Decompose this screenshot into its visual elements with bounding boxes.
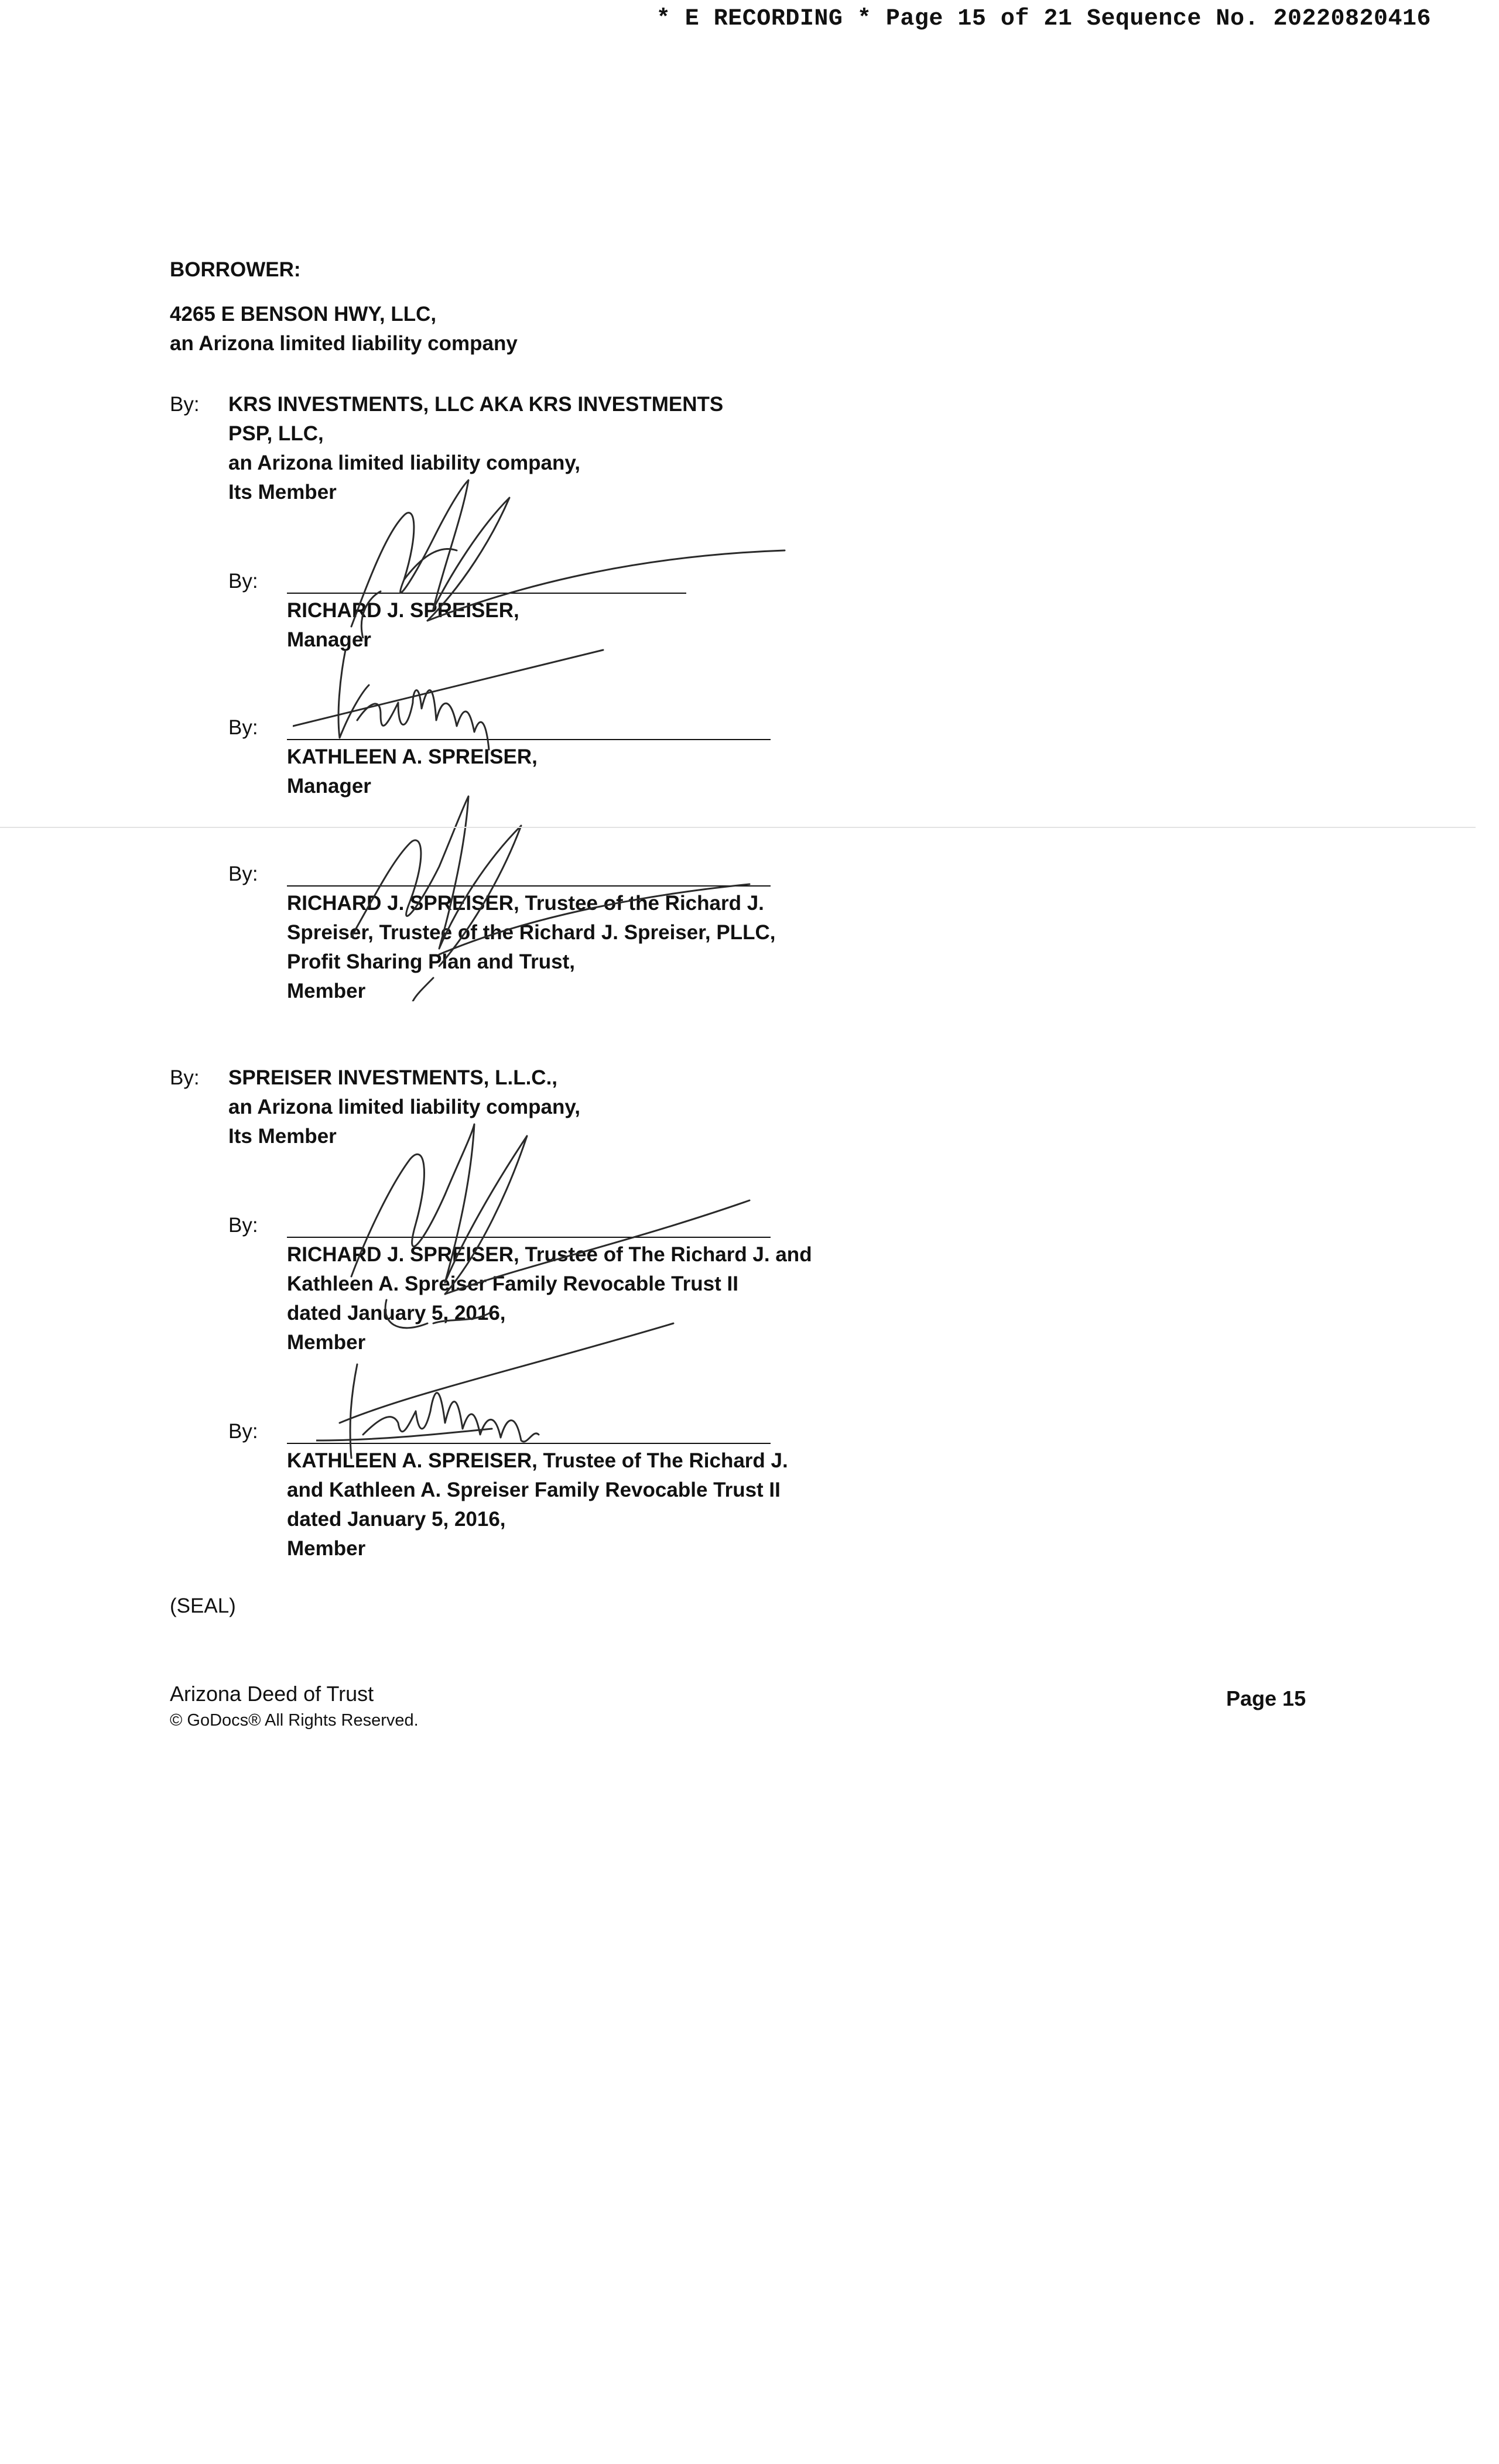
signer-line: dated January 5, 2016, [287, 1302, 506, 1325]
signature-line [287, 1443, 771, 1444]
footer-copyright: © GoDocs® All Rights Reserved. [170, 1711, 419, 1730]
signer-line: Kathleen A. Spreiser Family Revocable Trust II [287, 1272, 738, 1295]
signature-line [287, 739, 771, 740]
signer-line: dated January 5, 2016, [287, 1508, 506, 1531]
signer-by-label: By: [228, 570, 258, 593]
signer-line: Member [287, 1537, 366, 1560]
signer-block [287, 1446, 788, 1563]
signer-block [287, 596, 519, 655]
block1-line: KRS INVESTMENTS, LLC AKA KRS INVESTMENTS [228, 393, 724, 416]
signer-line: RICHARD J. SPREISER, Trustee of The Richard J. and [287, 1243, 812, 1266]
signer-by-label: By: [228, 863, 258, 885]
signature-line [287, 1237, 771, 1238]
borrower-company-name: 4265 E BENSON HWY, LLC, [170, 303, 437, 326]
scan-divider [0, 827, 1476, 828]
block2-line: an Arizona limited liability company, [228, 1096, 580, 1118]
block1-line: an Arizona limited liability company, [228, 451, 580, 474]
block2-entity [228, 1063, 580, 1151]
signer-line: Manager [287, 628, 371, 651]
signer-line: RICHARD J. SPREISER, [287, 599, 519, 622]
signer-by-label: By: [228, 1420, 258, 1443]
block1-line: Its Member [228, 481, 337, 504]
signer-by-label: By: [228, 1214, 258, 1237]
signer-line: Member [287, 1331, 366, 1354]
signature-line [287, 885, 771, 887]
signer-line: KATHLEEN A. SPREISER, [287, 745, 538, 768]
block1-line: PSP, LLC, [228, 422, 324, 445]
signer-line: KATHLEEN A. SPREISER, Trustee of The Richard J. [287, 1449, 788, 1472]
signature-kathleen-1-icon [293, 638, 621, 755]
signer-line: and Kathleen A. Spreiser Family Revocable Trust II [287, 1479, 781, 1501]
signer-line: Member [287, 980, 366, 1002]
signer-block [287, 889, 775, 1006]
signer-line: Spreiser, Trustee of the Richard J. Spreiser, PLLC, [287, 921, 776, 944]
signer-line: RICHARD J. SPREISER, Trustee of the Richard J. [287, 892, 764, 915]
seal-label: (SEAL) [170, 1594, 236, 1617]
signer-block [287, 742, 538, 801]
borrower-label: BORROWER: [170, 258, 301, 281]
block1-entity [228, 390, 723, 507]
signer-by-label: By: [228, 716, 258, 739]
block2-line: Its Member [228, 1125, 337, 1148]
signer-line: Profit Sharing Plan and Trust, [287, 950, 575, 973]
block2-line: SPREISER INVESTMENTS, L.L.C., [228, 1066, 558, 1089]
signer-line: Manager [287, 775, 371, 798]
block1-by-label: By: [170, 393, 200, 416]
signer-block [287, 1240, 812, 1357]
borrower-company-desc: an Arizona limited liability company [170, 332, 518, 355]
footer-page-label: Page 15 [1226, 1686, 1306, 1710]
footer-doc-title: Arizona Deed of Trust [170, 1682, 374, 1706]
signature-line [287, 593, 686, 594]
recording-header: * E RECORDING * Page 15 of 21 Sequence No. 20220820416 [656, 6, 1431, 32]
block2-by-label: By: [170, 1066, 200, 1089]
